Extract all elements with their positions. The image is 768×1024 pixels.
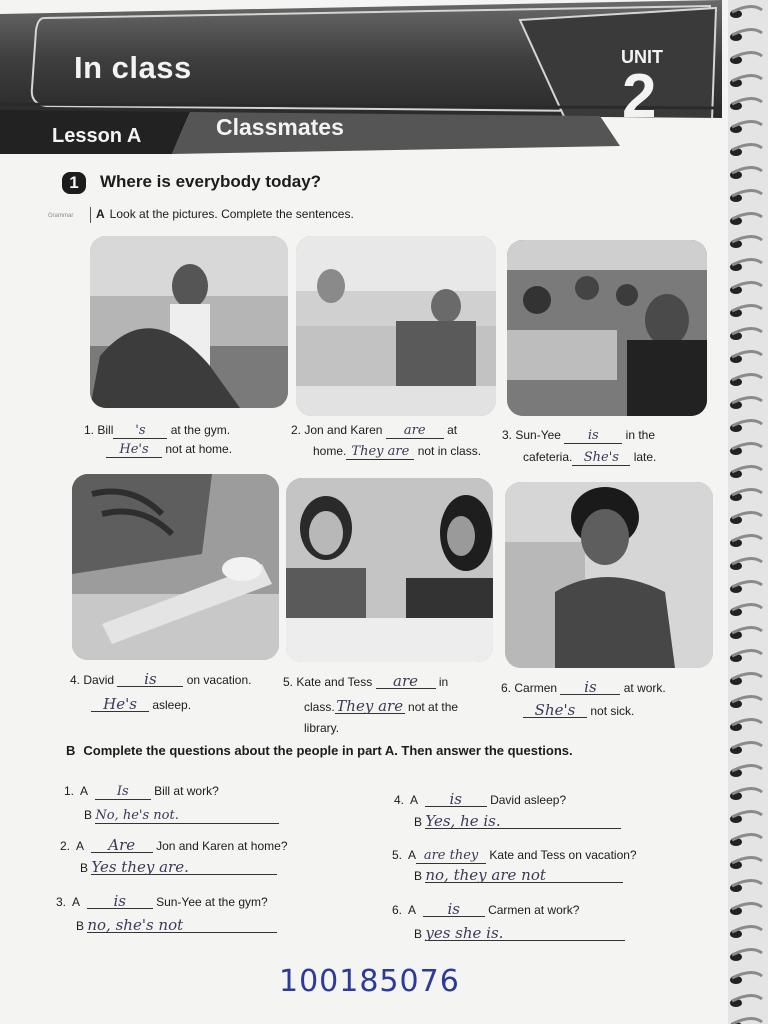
photo-class	[286, 478, 493, 662]
exercise-a-2	[291, 423, 457, 439]
exercise-text: asleep.	[152, 698, 192, 712]
exercise-number: 4.	[70, 673, 81, 687]
part-b-text: Complete the questions about the people in part A. Then answer the questions.	[83, 743, 573, 758]
question-text: Jon and Karen at home?	[156, 839, 288, 853]
spiral-binding	[728, 0, 768, 1024]
exercise-text: cafeteria.	[523, 450, 573, 464]
question-text: Sun-Yee at the gym?	[156, 895, 268, 909]
question-b-4	[394, 792, 566, 807]
exercise-a-6	[501, 680, 666, 695]
part-b-letter: B	[66, 743, 76, 758]
speaker-b-label: B	[414, 869, 423, 883]
photo-cafeteria	[507, 240, 707, 416]
exercise-text: late.	[633, 450, 657, 464]
answer-blank[interactable]: is	[87, 894, 153, 909]
speaker-b-label: B	[414, 815, 423, 829]
exercise-a-6-line2	[523, 703, 634, 718]
lesson-title: Classmates	[216, 114, 344, 140]
grammar-tag: Grammar	[48, 213, 74, 219]
exercise-a-1-line2	[106, 442, 232, 458]
exercise-a-3	[502, 428, 655, 444]
section-title: Where is everybody today?	[100, 172, 322, 191]
answer-b-4	[414, 814, 621, 829]
exercise-subject: Kate and Tess	[296, 675, 373, 689]
question-number: 4.	[394, 793, 405, 807]
answer-b-3	[76, 918, 277, 933]
question-text: David asleep?	[490, 793, 567, 807]
exercise-subject: David	[83, 673, 115, 687]
handwritten-number: 100185076	[279, 964, 460, 999]
exercise-a-1	[84, 423, 230, 439]
exercise-text: not sick.	[590, 704, 635, 718]
answer-b-6	[414, 926, 625, 941]
question-number: 2.	[60, 839, 71, 853]
exercise-subject: Jon and Karen	[304, 423, 383, 437]
unit-label: UNIT	[621, 47, 663, 67]
question-b-2	[60, 838, 288, 853]
speaker-a-label: A	[80, 784, 89, 798]
answer-blank[interactable]: is	[564, 429, 622, 444]
divider	[90, 207, 91, 223]
answer-b-1	[84, 808, 279, 824]
answer-line[interactable]: Yes, he is.	[425, 814, 621, 829]
question-b-6	[392, 902, 579, 917]
answer-blank[interactable]: They are	[346, 445, 414, 460]
exercise-text: not at the	[408, 700, 459, 714]
answer-blank[interactable]: Are	[91, 838, 153, 853]
speaker-a-label: A	[76, 839, 85, 853]
lesson-label: Lesson A	[52, 125, 142, 147]
photo-vacation	[72, 474, 279, 660]
exercise-text: at work.	[623, 681, 666, 695]
photo-gym	[90, 236, 288, 408]
answer-blank[interactable]: Is	[95, 785, 151, 800]
answer-blank[interactable]: 's	[113, 424, 167, 439]
answer-b-5	[414, 868, 623, 883]
exercise-text: class.	[304, 700, 335, 714]
speaker-b-label: B	[84, 808, 93, 822]
exercise-text: at	[447, 423, 458, 437]
speaker-b-label: B	[414, 927, 423, 941]
exercise-text: at the gym.	[170, 423, 231, 437]
answer-blank[interactable]: He's	[91, 697, 149, 712]
exercise-text: not at home.	[165, 442, 233, 456]
answer-blank[interactable]: He's	[106, 443, 162, 458]
speaker-a-label: A	[408, 903, 417, 917]
question-number: 6.	[392, 903, 403, 917]
exercise-text: not in class.	[417, 444, 482, 458]
section-number: 1	[62, 172, 86, 194]
exercise-a-3-line2	[523, 450, 656, 466]
question-number: 5.	[392, 848, 403, 862]
answer-blank[interactable]: are	[386, 424, 444, 439]
part-a-letter: A	[96, 207, 105, 221]
speaker-a-label: A	[410, 793, 419, 807]
exercise-number: 2.	[291, 423, 302, 437]
unit-number: 2	[622, 62, 657, 131]
photo-work	[505, 482, 713, 668]
part-a-text: Look at the pictures. Complete the sentences.	[109, 207, 354, 221]
photo-home	[296, 236, 496, 416]
answer-line[interactable]: No, he's not.	[95, 809, 279, 824]
speaker-b-label: B	[80, 861, 89, 875]
answer-blank[interactable]: is	[117, 672, 183, 687]
exercise-number: 1.	[84, 423, 95, 437]
question-number: 3.	[56, 895, 67, 909]
answer-blank[interactable]: are they	[416, 849, 486, 864]
exercise-text: home.	[313, 444, 347, 458]
answer-blank[interactable]: is	[423, 902, 485, 917]
exercise-number: 5.	[283, 675, 294, 689]
answer-blank[interactable]: are	[376, 674, 436, 689]
speaker-a-label: A	[72, 895, 81, 909]
exercise-a-4-line2	[91, 697, 191, 712]
speaker-b-label: B	[76, 919, 85, 933]
exercise-text: in the	[625, 428, 656, 442]
question-b-5	[392, 848, 637, 864]
answer-line[interactable]: yes she is.	[425, 926, 625, 941]
answer-blank[interactable]: She's	[523, 703, 587, 718]
answer-line[interactable]: Yes they are.	[91, 860, 277, 875]
exercise-subject: Carmen	[514, 681, 558, 695]
exercise-subject: Sun-Yee	[515, 428, 561, 442]
exercise-a-4	[70, 672, 251, 687]
exercise-number: 6.	[501, 681, 512, 695]
exercise-text: in	[438, 675, 449, 689]
exercise-text: on vacation.	[186, 673, 252, 687]
question-b-1	[64, 784, 219, 800]
exercise-a-5-line3: library.	[304, 721, 340, 735]
speaker-a-label: A	[408, 848, 417, 862]
answer-line[interactable]: no, she's not	[87, 918, 277, 933]
question-number: 1.	[64, 784, 75, 798]
answer-b-2	[80, 860, 277, 875]
question-text: Bill at work?	[154, 784, 219, 798]
exercise-a-5	[283, 674, 448, 689]
exercise-number: 3.	[502, 428, 513, 442]
answer-line[interactable]: no, they are not	[425, 868, 623, 883]
answer-blank[interactable]: She's	[572, 451, 630, 466]
exercise-a-2-line2	[313, 444, 481, 460]
part-b-instruction	[66, 743, 573, 758]
question-text: Carmen at work?	[488, 903, 580, 917]
part-a-instruction	[96, 207, 354, 221]
question-b-3	[56, 894, 268, 909]
answer-blank[interactable]: is	[560, 680, 620, 695]
exercise-subject: Bill	[97, 423, 114, 437]
question-text: Kate and Tess on vacation?	[489, 848, 637, 862]
unit-title: In class	[74, 50, 192, 85]
answer-blank[interactable]: is	[425, 792, 487, 807]
exercise-a-5-line2	[304, 699, 458, 714]
answer-blank[interactable]: They are	[336, 697, 404, 715]
